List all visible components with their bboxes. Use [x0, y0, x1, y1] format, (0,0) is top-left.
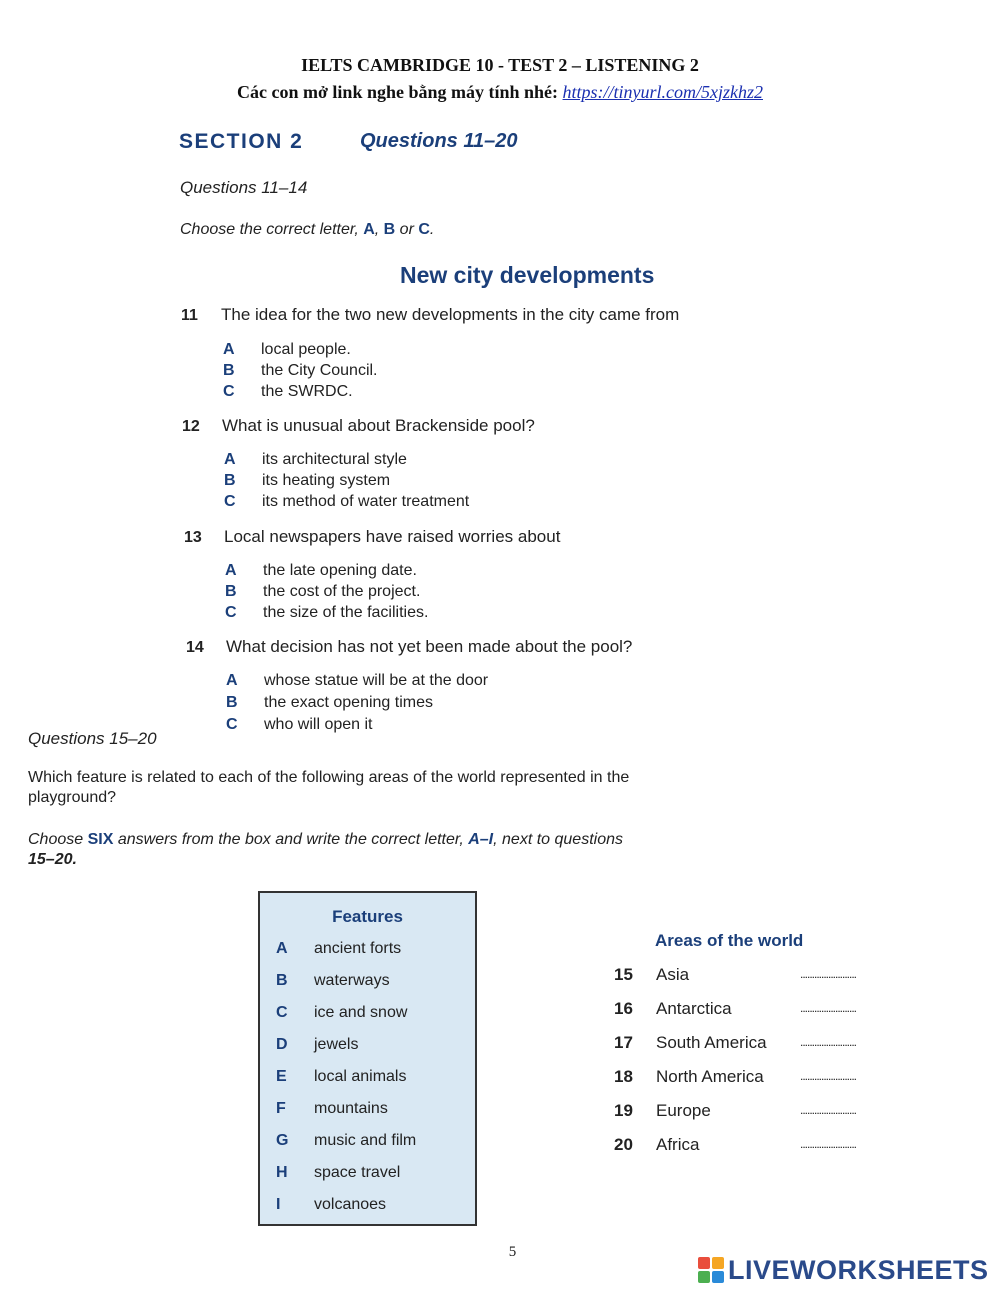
- answer-blank[interactable]: ........................: [800, 1001, 857, 1015]
- feature-item: [276, 1068, 406, 1086]
- answer-blank[interactable]: ........................: [800, 1069, 857, 1083]
- instr-text: answers from the box and write the correct letter,: [113, 831, 469, 848]
- option-letter: A: [223, 341, 235, 358]
- area-number: 17: [614, 1033, 633, 1052]
- option-row[interactable]: [224, 493, 469, 511]
- option-row[interactable]: [225, 562, 417, 580]
- area-number: 15: [614, 965, 633, 984]
- area-name: Antarctica: [656, 999, 732, 1018]
- question-12: [182, 416, 535, 436]
- answer-blank[interactable]: ........................: [800, 1103, 857, 1117]
- instr-letter-c: C: [418, 221, 430, 238]
- option-letter: C: [224, 493, 236, 510]
- link-instruction: Các con mở link nghe bằng máy tính nhé:: [236, 82, 563, 102]
- feature-item: [276, 1036, 358, 1054]
- option-letter: C: [225, 604, 237, 621]
- option-text: the late opening date.: [263, 562, 417, 579]
- option-letter: B: [225, 583, 237, 600]
- section-questions: Questions 11–20: [360, 130, 518, 152]
- liveworksheets-logo: [698, 1254, 989, 1286]
- feature-text: space travel: [314, 1164, 401, 1181]
- area-name: Asia: [656, 965, 690, 984]
- option-letter: A: [226, 672, 238, 689]
- feature-item: [276, 1100, 388, 1118]
- option-text: its method of water treatment: [262, 493, 470, 510]
- question-number: 14: [186, 639, 204, 656]
- option-row[interactable]: [225, 604, 428, 622]
- question-11: [181, 305, 679, 325]
- logo-tile: [712, 1271, 724, 1283]
- area-row: [614, 1033, 884, 1053]
- option-text: the exact opening times: [264, 694, 433, 711]
- instr-text: Choose the correct letter,: [180, 221, 364, 238]
- answer-blank[interactable]: ........................: [800, 1137, 857, 1151]
- feature-letter: I: [276, 1196, 281, 1213]
- feature-letter: B: [276, 972, 288, 989]
- question-text: Local newspapers have raised worries about: [224, 527, 561, 546]
- instr-or: or: [395, 221, 419, 238]
- features-heading: Features: [332, 907, 403, 926]
- feature-letter: E: [276, 1068, 287, 1085]
- question-13: [184, 527, 560, 547]
- option-text: the cost of the project.: [263, 583, 421, 600]
- feature-item: [276, 1196, 386, 1214]
- feature-text: ice and snow: [314, 1004, 408, 1021]
- part2-instruction: [28, 830, 708, 870]
- option-letter: A: [224, 451, 236, 468]
- feature-letter: F: [276, 1100, 286, 1117]
- instr-text: Choose: [28, 831, 88, 848]
- option-row[interactable]: [223, 362, 378, 380]
- option-text: who will open it: [264, 716, 373, 733]
- instr-end: .: [429, 221, 435, 238]
- option-text: local people.: [261, 341, 351, 358]
- document-header-title: IELTS CAMBRIDGE 10 - TEST 2 – LISTENING 2: [301, 55, 699, 75]
- feature-item: [276, 940, 401, 958]
- audio-link[interactable]: https://tinyurl.com/5xjzkhz2: [562, 82, 763, 102]
- area-row: [614, 999, 884, 1019]
- feature-text: jewels: [314, 1036, 359, 1053]
- area-number: 18: [614, 1067, 633, 1086]
- option-letter: B: [226, 694, 238, 711]
- area-number: 16: [614, 999, 633, 1018]
- option-row[interactable]: [226, 716, 373, 734]
- topic-title: New city developments: [400, 262, 655, 288]
- instr-text: , next to questions: [493, 831, 623, 848]
- option-row[interactable]: [225, 583, 420, 601]
- feature-text: ancient forts: [314, 940, 402, 957]
- area-row: [614, 965, 884, 985]
- feature-item: [276, 972, 390, 990]
- section-label: SECTION 2: [179, 130, 304, 153]
- feature-item: [276, 1132, 416, 1150]
- answer-blank[interactable]: ........................: [800, 967, 857, 981]
- option-row[interactable]: [226, 694, 433, 712]
- logo-tile: [698, 1257, 710, 1269]
- option-row[interactable]: [223, 341, 351, 359]
- features-box: [258, 891, 477, 1226]
- logo-grid-icon: [698, 1257, 724, 1283]
- option-text: whose statue will be at the door: [264, 672, 489, 689]
- instr-letter-a: A: [363, 221, 375, 238]
- option-text: the size of the facilities.: [263, 604, 429, 621]
- questions-11-14-heading: Questions 11–14: [180, 178, 308, 197]
- feature-item: [276, 1164, 400, 1182]
- instr-sep: ,: [374, 221, 384, 238]
- feature-letter: H: [276, 1164, 288, 1181]
- question-number: 13: [184, 529, 202, 546]
- option-text: its heating system: [262, 472, 391, 489]
- question-text: What decision has not yet been made about the pool?: [226, 637, 633, 656]
- instr-question-range: 15–20.: [28, 851, 77, 868]
- feature-text: mountains: [314, 1100, 388, 1117]
- answer-blank[interactable]: ........................: [800, 1035, 857, 1049]
- option-letter: B: [224, 472, 236, 489]
- option-row[interactable]: [223, 383, 353, 401]
- area-row: [614, 1067, 884, 1087]
- option-text: its architectural style: [262, 451, 407, 468]
- instr-letter-b: B: [383, 221, 396, 238]
- questions-15-20-heading: Questions 15–20: [28, 729, 157, 748]
- option-text: the City Council.: [261, 362, 378, 379]
- area-row: [614, 1135, 884, 1155]
- question-number: 11: [181, 307, 198, 324]
- area-number: 19: [614, 1101, 633, 1120]
- feature-item: [276, 1004, 407, 1022]
- part1-instruction: [180, 221, 434, 239]
- feature-letter: C: [276, 1004, 288, 1021]
- areas-heading: Areas of the world: [655, 931, 804, 950]
- area-name: Europe: [656, 1101, 711, 1120]
- option-letter: C: [223, 383, 235, 400]
- feature-text: waterways: [314, 972, 390, 989]
- question-text: What is unusual about Brackenside pool?: [222, 416, 535, 435]
- option-letter: B: [223, 362, 235, 379]
- area-name: South America: [656, 1033, 767, 1052]
- area-name: Africa: [656, 1135, 700, 1154]
- feature-text: local animals: [314, 1068, 407, 1085]
- option-letter: C: [226, 716, 238, 733]
- feature-text: volcanoes: [314, 1196, 387, 1213]
- instr-six: SIX: [87, 831, 114, 848]
- logo-tile: [698, 1271, 710, 1283]
- feature-letter: A: [276, 940, 288, 957]
- area-number: 20: [614, 1135, 633, 1154]
- part2-question: Which feature is related to each of the following areas of the world represented in the playground?: [28, 769, 630, 806]
- question-text: The idea for the two new developments in the city came from: [221, 305, 680, 324]
- question-14: [186, 637, 632, 657]
- option-row[interactable]: [224, 451, 407, 469]
- document-header-link-line: [0, 82, 1000, 103]
- feature-text: music and film: [314, 1132, 417, 1149]
- feature-letter: D: [276, 1036, 288, 1053]
- option-row[interactable]: [224, 472, 390, 490]
- area-name: North America: [656, 1067, 764, 1086]
- area-row: [614, 1101, 884, 1121]
- option-letter: A: [225, 562, 237, 579]
- instr-letter-range: A–I: [468, 831, 494, 848]
- logo-tile: [712, 1257, 724, 1269]
- option-row[interactable]: [226, 672, 488, 690]
- logo-text: LIVEWORKSHEETS: [728, 1254, 989, 1285]
- page-number: 5: [508, 1244, 517, 1260]
- option-text: the SWRDC.: [261, 383, 353, 400]
- question-number: 12: [182, 418, 200, 435]
- feature-letter: G: [276, 1132, 289, 1149]
